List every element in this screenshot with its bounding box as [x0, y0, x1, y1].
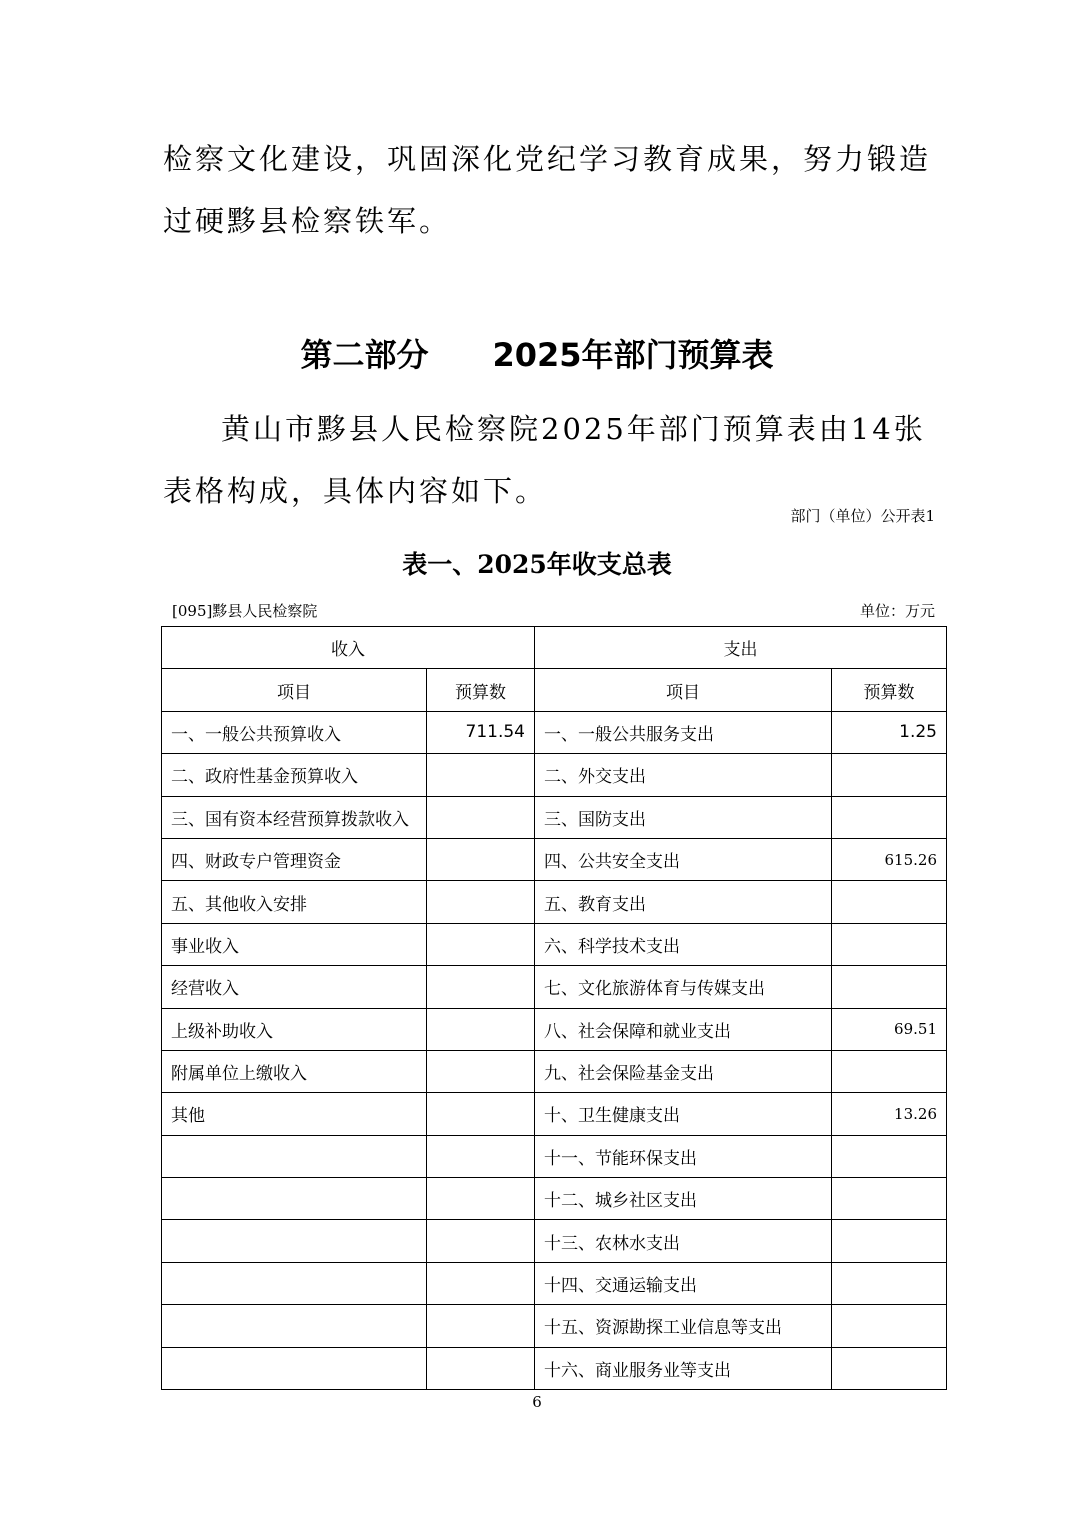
expense-item: 八、社会保障和就业支出 — [535, 1008, 832, 1050]
expense-item: 四、公共安全支出 — [535, 838, 832, 880]
section-heading: 第二部分 2025年部门预算表 — [300, 336, 774, 374]
income-value — [427, 1135, 535, 1177]
income-item — [162, 1347, 427, 1389]
expense-value — [832, 923, 947, 965]
expense-item: 六、科学技术支出 — [535, 923, 832, 965]
income-item: 上级补助收入 — [162, 1008, 427, 1050]
expense-item: 七、文化旅游体育与传媒支出 — [535, 966, 832, 1008]
expense-item: 十四、交通运输支出 — [535, 1262, 832, 1304]
expense-item: 五、教育支出 — [535, 881, 832, 923]
expense-value — [832, 881, 947, 923]
income-value — [427, 1050, 535, 1092]
expense-item: 九、社会保险基金支出 — [535, 1050, 832, 1092]
income-item: 其他 — [162, 1093, 427, 1135]
table-row — [162, 1050, 947, 1092]
income-item — [162, 1305, 427, 1347]
table-row — [162, 1305, 947, 1347]
income-value — [427, 966, 535, 1008]
budget-summary-table — [161, 626, 947, 1390]
income-item-header: 项目 — [162, 669, 427, 711]
income-header: 收入 — [162, 627, 535, 669]
expense-value — [832, 1135, 947, 1177]
income-item: 附属单位上缴收入 — [162, 1050, 427, 1092]
expense-value — [832, 1178, 947, 1220]
income-value — [427, 923, 535, 965]
expense-value — [832, 1050, 947, 1092]
income-item: 四、财政专户管理资金 — [162, 838, 427, 880]
continuation-paragraph: 检察文化建设，巩固深化党纪学习教育成果，努力锻造过硬黟县检察铁军。 — [163, 142, 932, 238]
table-title: 表一、2025年收支总表 — [402, 550, 672, 579]
income-value — [427, 1008, 535, 1050]
table-row — [162, 796, 947, 838]
table-row — [162, 1008, 947, 1050]
expense-value: 69.51 — [832, 1008, 947, 1050]
expense-value — [832, 754, 947, 796]
table-row — [162, 1347, 947, 1389]
table-row — [162, 881, 947, 923]
expense-header: 支出 — [535, 627, 947, 669]
income-value: 711.54 — [427, 711, 535, 753]
expense-value: 1.25 — [832, 711, 947, 753]
expense-value — [832, 1347, 947, 1389]
income-item: 一、一般公共预算收入 — [162, 711, 427, 753]
income-item: 三、国有资本经营预算拨款收入 — [162, 796, 427, 838]
table-row — [162, 923, 947, 965]
table-row — [162, 1135, 947, 1177]
expense-item: 十六、商业服务业等支出 — [535, 1347, 832, 1389]
expense-item: 十三、农林水支出 — [535, 1220, 832, 1262]
expense-item: 十二、城乡社区支出 — [535, 1178, 832, 1220]
expense-item: 二、外交支出 — [535, 754, 832, 796]
unit-label: 单位：万元 — [859, 602, 935, 620]
table-reference: 部门（单位）公开表1 — [790, 507, 935, 525]
income-item — [162, 1262, 427, 1304]
income-value — [427, 838, 535, 880]
expense-value — [832, 966, 947, 1008]
income-value — [427, 1262, 535, 1304]
expense-value — [832, 1305, 947, 1347]
income-value — [427, 754, 535, 796]
table-group-header-row — [162, 627, 947, 669]
expense-value — [832, 1220, 947, 1262]
income-item — [162, 1178, 427, 1220]
income-item: 二、政府性基金预算收入 — [162, 754, 427, 796]
table-row — [162, 1220, 947, 1262]
income-value — [427, 1178, 535, 1220]
organization-label: [095]黟县人民检察院 — [172, 602, 318, 620]
expense-value: 615.26 — [832, 838, 947, 880]
table-row — [162, 754, 947, 796]
income-value — [427, 1220, 535, 1262]
expense-value: 13.26 — [832, 1093, 947, 1135]
expense-item-header: 项目 — [535, 669, 832, 711]
income-item: 经营收入 — [162, 966, 427, 1008]
income-value — [427, 796, 535, 838]
income-item — [162, 1135, 427, 1177]
table-meta — [172, 600, 935, 621]
income-value — [427, 1093, 535, 1135]
table-row — [162, 1262, 947, 1304]
expense-value — [832, 1262, 947, 1304]
expense-item: 十五、资源勘探工业信息等支出 — [535, 1305, 832, 1347]
expense-item: 十、卫生健康支出 — [535, 1093, 832, 1135]
expense-value — [832, 796, 947, 838]
page-number: 6 — [532, 1393, 542, 1411]
income-item: 事业收入 — [162, 923, 427, 965]
income-budget-header: 预算数 — [427, 669, 535, 711]
income-value — [427, 1347, 535, 1389]
income-value — [427, 1305, 535, 1347]
income-item: 五、其他收入安排 — [162, 881, 427, 923]
table-row — [162, 711, 947, 753]
expense-budget-header: 预算数 — [832, 669, 947, 711]
table-row — [162, 1178, 947, 1220]
expense-item: 三、国防支出 — [535, 796, 832, 838]
table-row — [162, 838, 947, 880]
expense-item: 十一、节能环保支出 — [535, 1135, 832, 1177]
income-item — [162, 1220, 427, 1262]
intro-paragraph: 黄山市黟县人民检察院2025年部门预算表由14张表格构成，具体内容如下。 — [163, 412, 926, 508]
table-row — [162, 1093, 947, 1135]
expense-item: 一、一般公共服务支出 — [535, 711, 832, 753]
table-column-header-row — [162, 669, 947, 711]
income-value — [427, 881, 535, 923]
table-row — [162, 966, 947, 1008]
